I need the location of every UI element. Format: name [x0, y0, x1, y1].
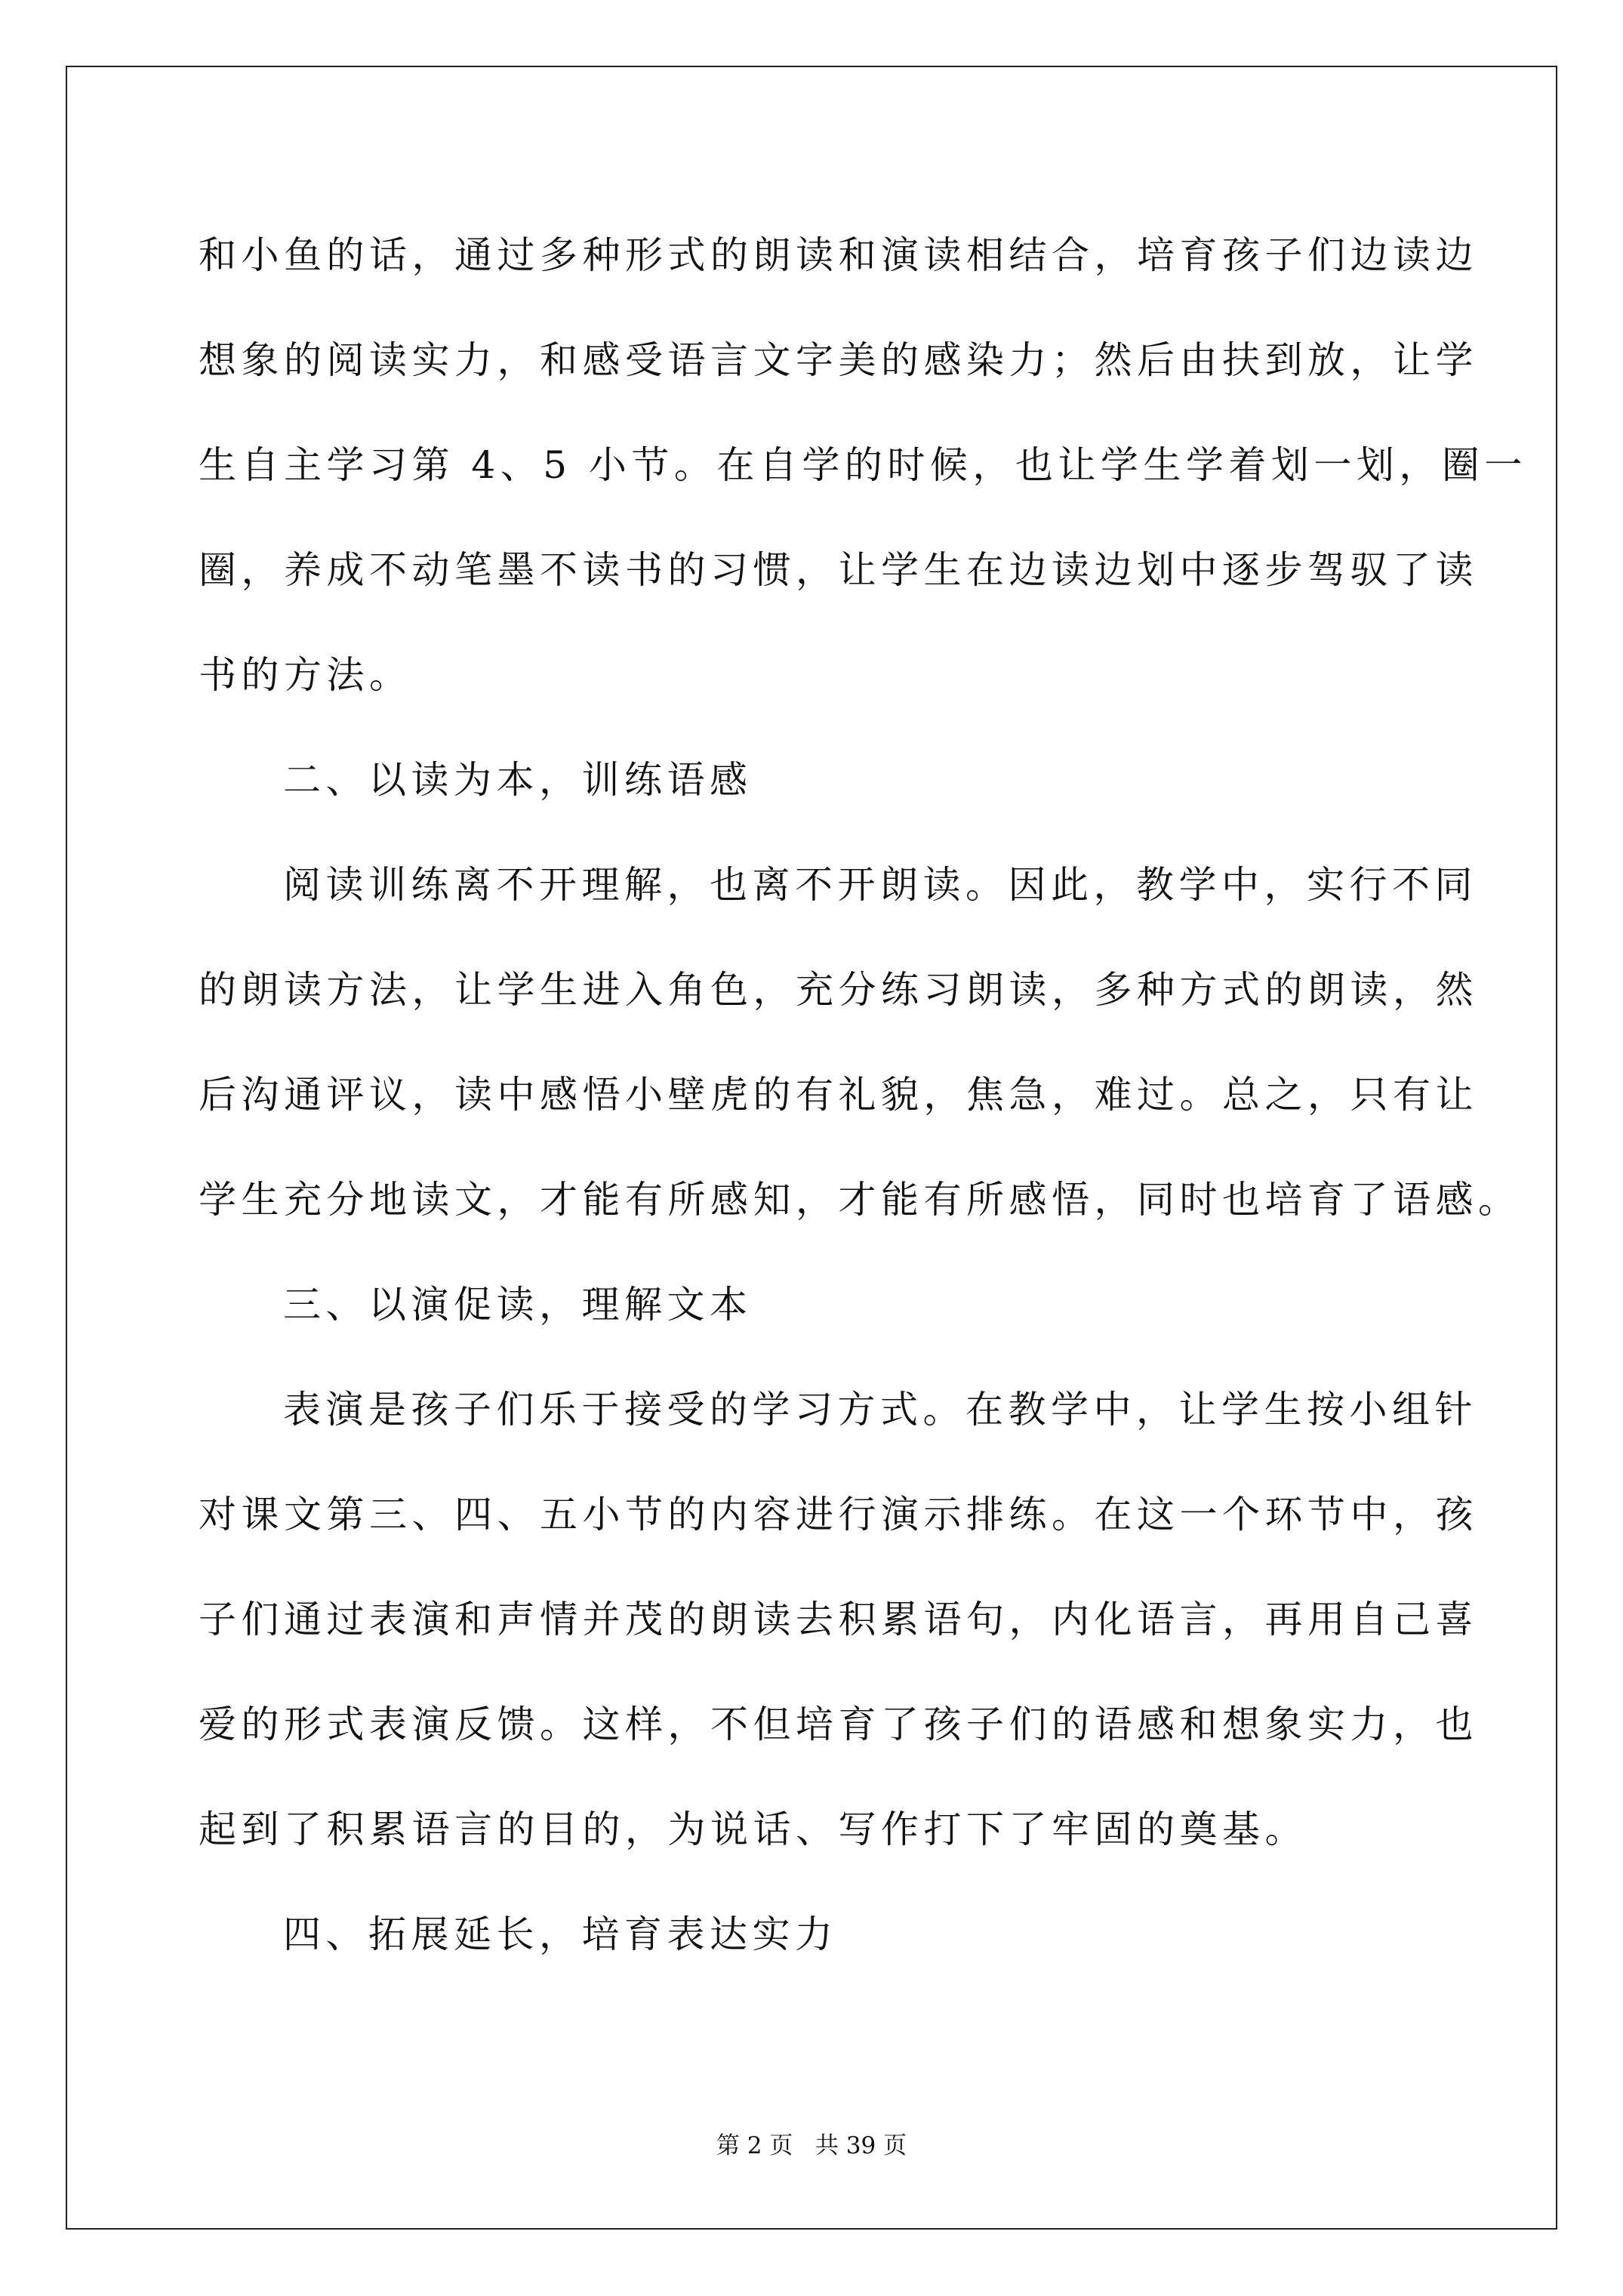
text-line: 对课文第三、四、五小节的内容进行演示排练。在这一个环节中，孩 [199, 1493, 1478, 1536]
section-heading: 四、拓展延长，培育表达实力 [283, 1912, 838, 1956]
text-line: 爱的形式表演反馈。这样，不但培育了孩子们的语感和想象实力，也 [199, 1703, 1478, 1746]
text-line: 学生充分地读文，才能有所感知，才能有所感悟，同时也培育了语感。 [199, 1178, 1521, 1222]
text-line: 的朗读方法，让学生进入角色，充分练习朗读，多种方式的朗读，然 [199, 968, 1478, 1012]
page-number: 第 2 页 共 39 页 [716, 2132, 907, 2159]
text-line: 圈，养成不动笔墨不读书的习惯，让学生在边读边划中逐步驾驭了读 [199, 548, 1478, 592]
text-line: 书的方法。 [199, 653, 412, 697]
text-line: 想象的阅读实力，和感受语言文字美的感染力；然后由扶到放，让学 [199, 338, 1478, 382]
text-line: 起到了积累语言的目的，为说话、写作打下了牢固的奠基。 [199, 1808, 1307, 1851]
section-heading: 三、以演促读，理解文本 [283, 1283, 753, 1327]
text-line: 和小鱼的话，通过多种形式的朗读和演读相结合，培育孩子们边读边 [199, 233, 1478, 277]
page-border [66, 66, 1557, 2230]
text-line: 表演是孩子们乐于接受的学习方式。在教学中，让学生按小组针 [283, 1388, 1477, 1432]
text-line: 后沟通评议，读中感悟小壁虎的有礼貌，焦急，难过。总之，只有让 [199, 1073, 1478, 1117]
text-line: 子们通过表演和声情并茂的朗读去积累语句，内化语言，再用自己喜 [199, 1598, 1478, 1641]
section-heading: 二、以读为本，训练语感 [283, 758, 753, 802]
text-line: 阅读训练离不开理解，也离不开朗读。因此，教学中，实行不同 [283, 863, 1477, 907]
text-line: 生自主学习第 4、5 小节。在自学的时候，也让学生学着划一划，圈一 [199, 443, 1527, 487]
